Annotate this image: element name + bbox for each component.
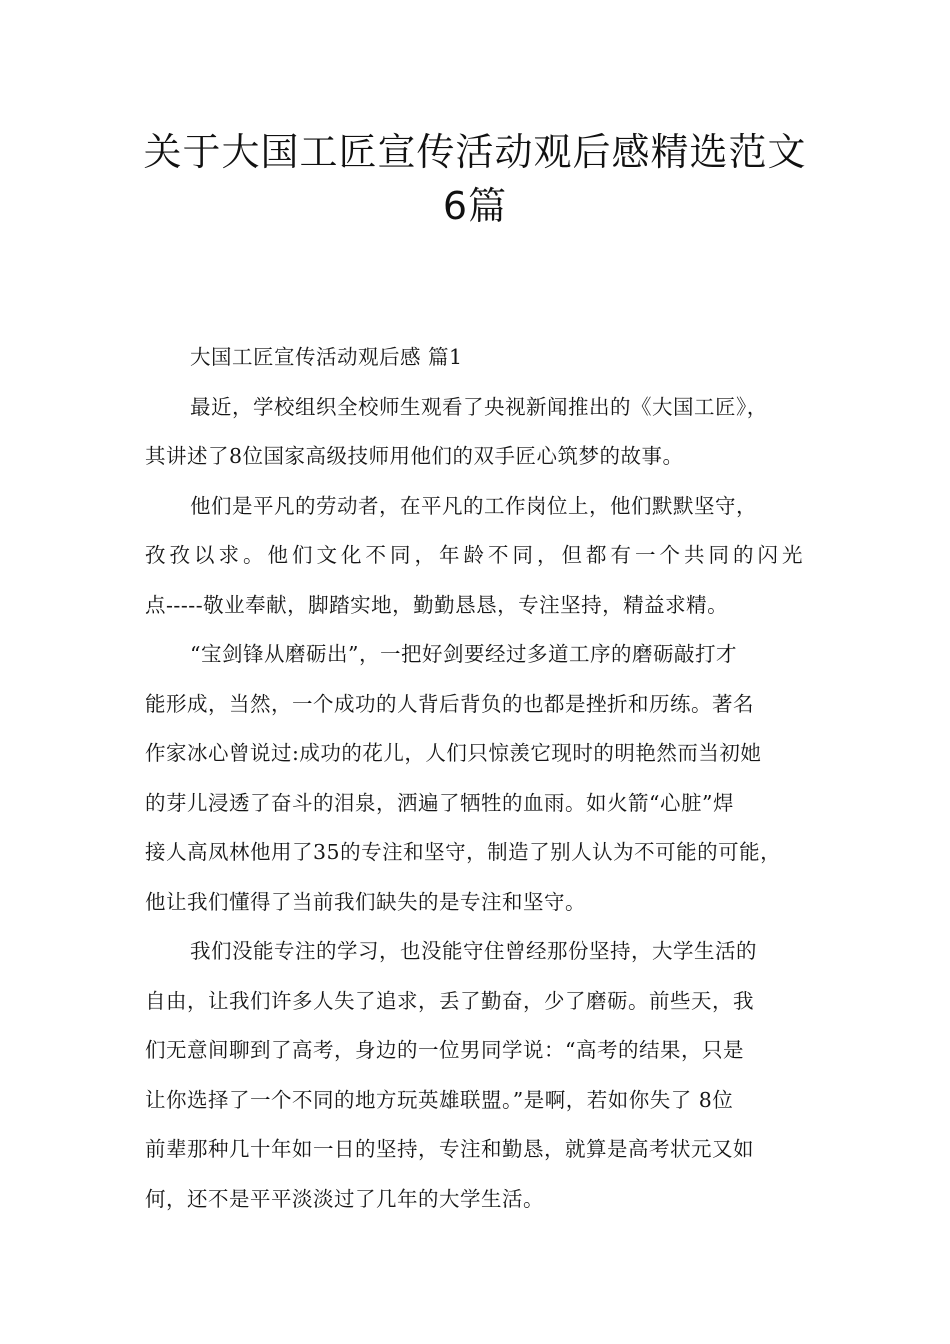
paragraph-line: 自由，让我们许多人失了追求，丢了勤奋，少了磨砺。前些天，我 [145, 988, 754, 1013]
paragraph-4 [145, 927, 825, 1224]
section-heading: 大国工匠宣传活动观后感 篇1 [190, 345, 463, 369]
document-title [120, 125, 830, 233]
paragraph-line: 孜孜以求。他们文化不同，年龄不同，但都有一个共同的闪光 [145, 543, 807, 567]
paragraph-line: “宝剑锋从磨砺出”，一把好剑要经过多道工序的磨砺敲打才 [190, 642, 737, 666]
paragraph-line: 的芽儿浸透了奋斗的泪泉，洒遍了牺牲的血雨。如火箭“心脏”焊 [145, 790, 734, 815]
paragraph-line: 我们没能专注的学习，也没能守住曾经那份坚持，大学生活的 [190, 939, 757, 963]
paragraph-line: 其讲述了8位国家高级技师用他们的双手匠心筑梦的故事。 [145, 444, 684, 468]
paragraph-line: 他们是平凡的劳动者，在平凡的工作岗位上，他们默默坚守， [190, 493, 757, 518]
paragraph-line: 前辈那种几十年如一日的坚持，专注和勤恳，就算是高考状元又如 [145, 1137, 754, 1161]
paragraph-line: 接人高凤林他用了35的专注和坚守，制造了别人认为不可能的可能， [145, 840, 782, 864]
paragraph-3 [145, 630, 825, 927]
paragraph-line: 能形成，当然，一个成功的人背后背负的也都是挫折和历练。著名 [145, 691, 754, 716]
paragraph-line: 他让我们懂得了当前我们缺失的是专注和坚守。 [145, 889, 586, 914]
title-line-2: 6篇 [442, 184, 508, 228]
paragraph-line: 让你选择了一个不同的地方玩英雄联盟。”是啊，若如你失了 8位 [145, 1087, 734, 1112]
paragraph-line: 最近，学校组织全校师生观看了央视新闻推出的《大国工匠》， [190, 394, 768, 419]
title-line-1: 关于大国工匠宣传活动观后感精选范文 [143, 130, 807, 174]
paragraph-2 [145, 482, 825, 631]
paragraph-line: 作家冰心曾说过:成功的花儿，人们只惊羡它现时的明艳然而当初她 [145, 741, 762, 765]
paragraph-line: 们无意间聊到了高考，身边的一位男同学说：“高考的结果，只是 [145, 1038, 744, 1062]
document-body [145, 333, 825, 1224]
paragraph-1 [145, 383, 825, 482]
paragraph-line: 点-----敬业奉献，脚踏实地，勤勤恳恳，专注坚持，精益求精。 [145, 592, 729, 617]
paragraph-line: 何，还不是平平淡淡过了几年的大学生活。 [145, 1186, 544, 1211]
